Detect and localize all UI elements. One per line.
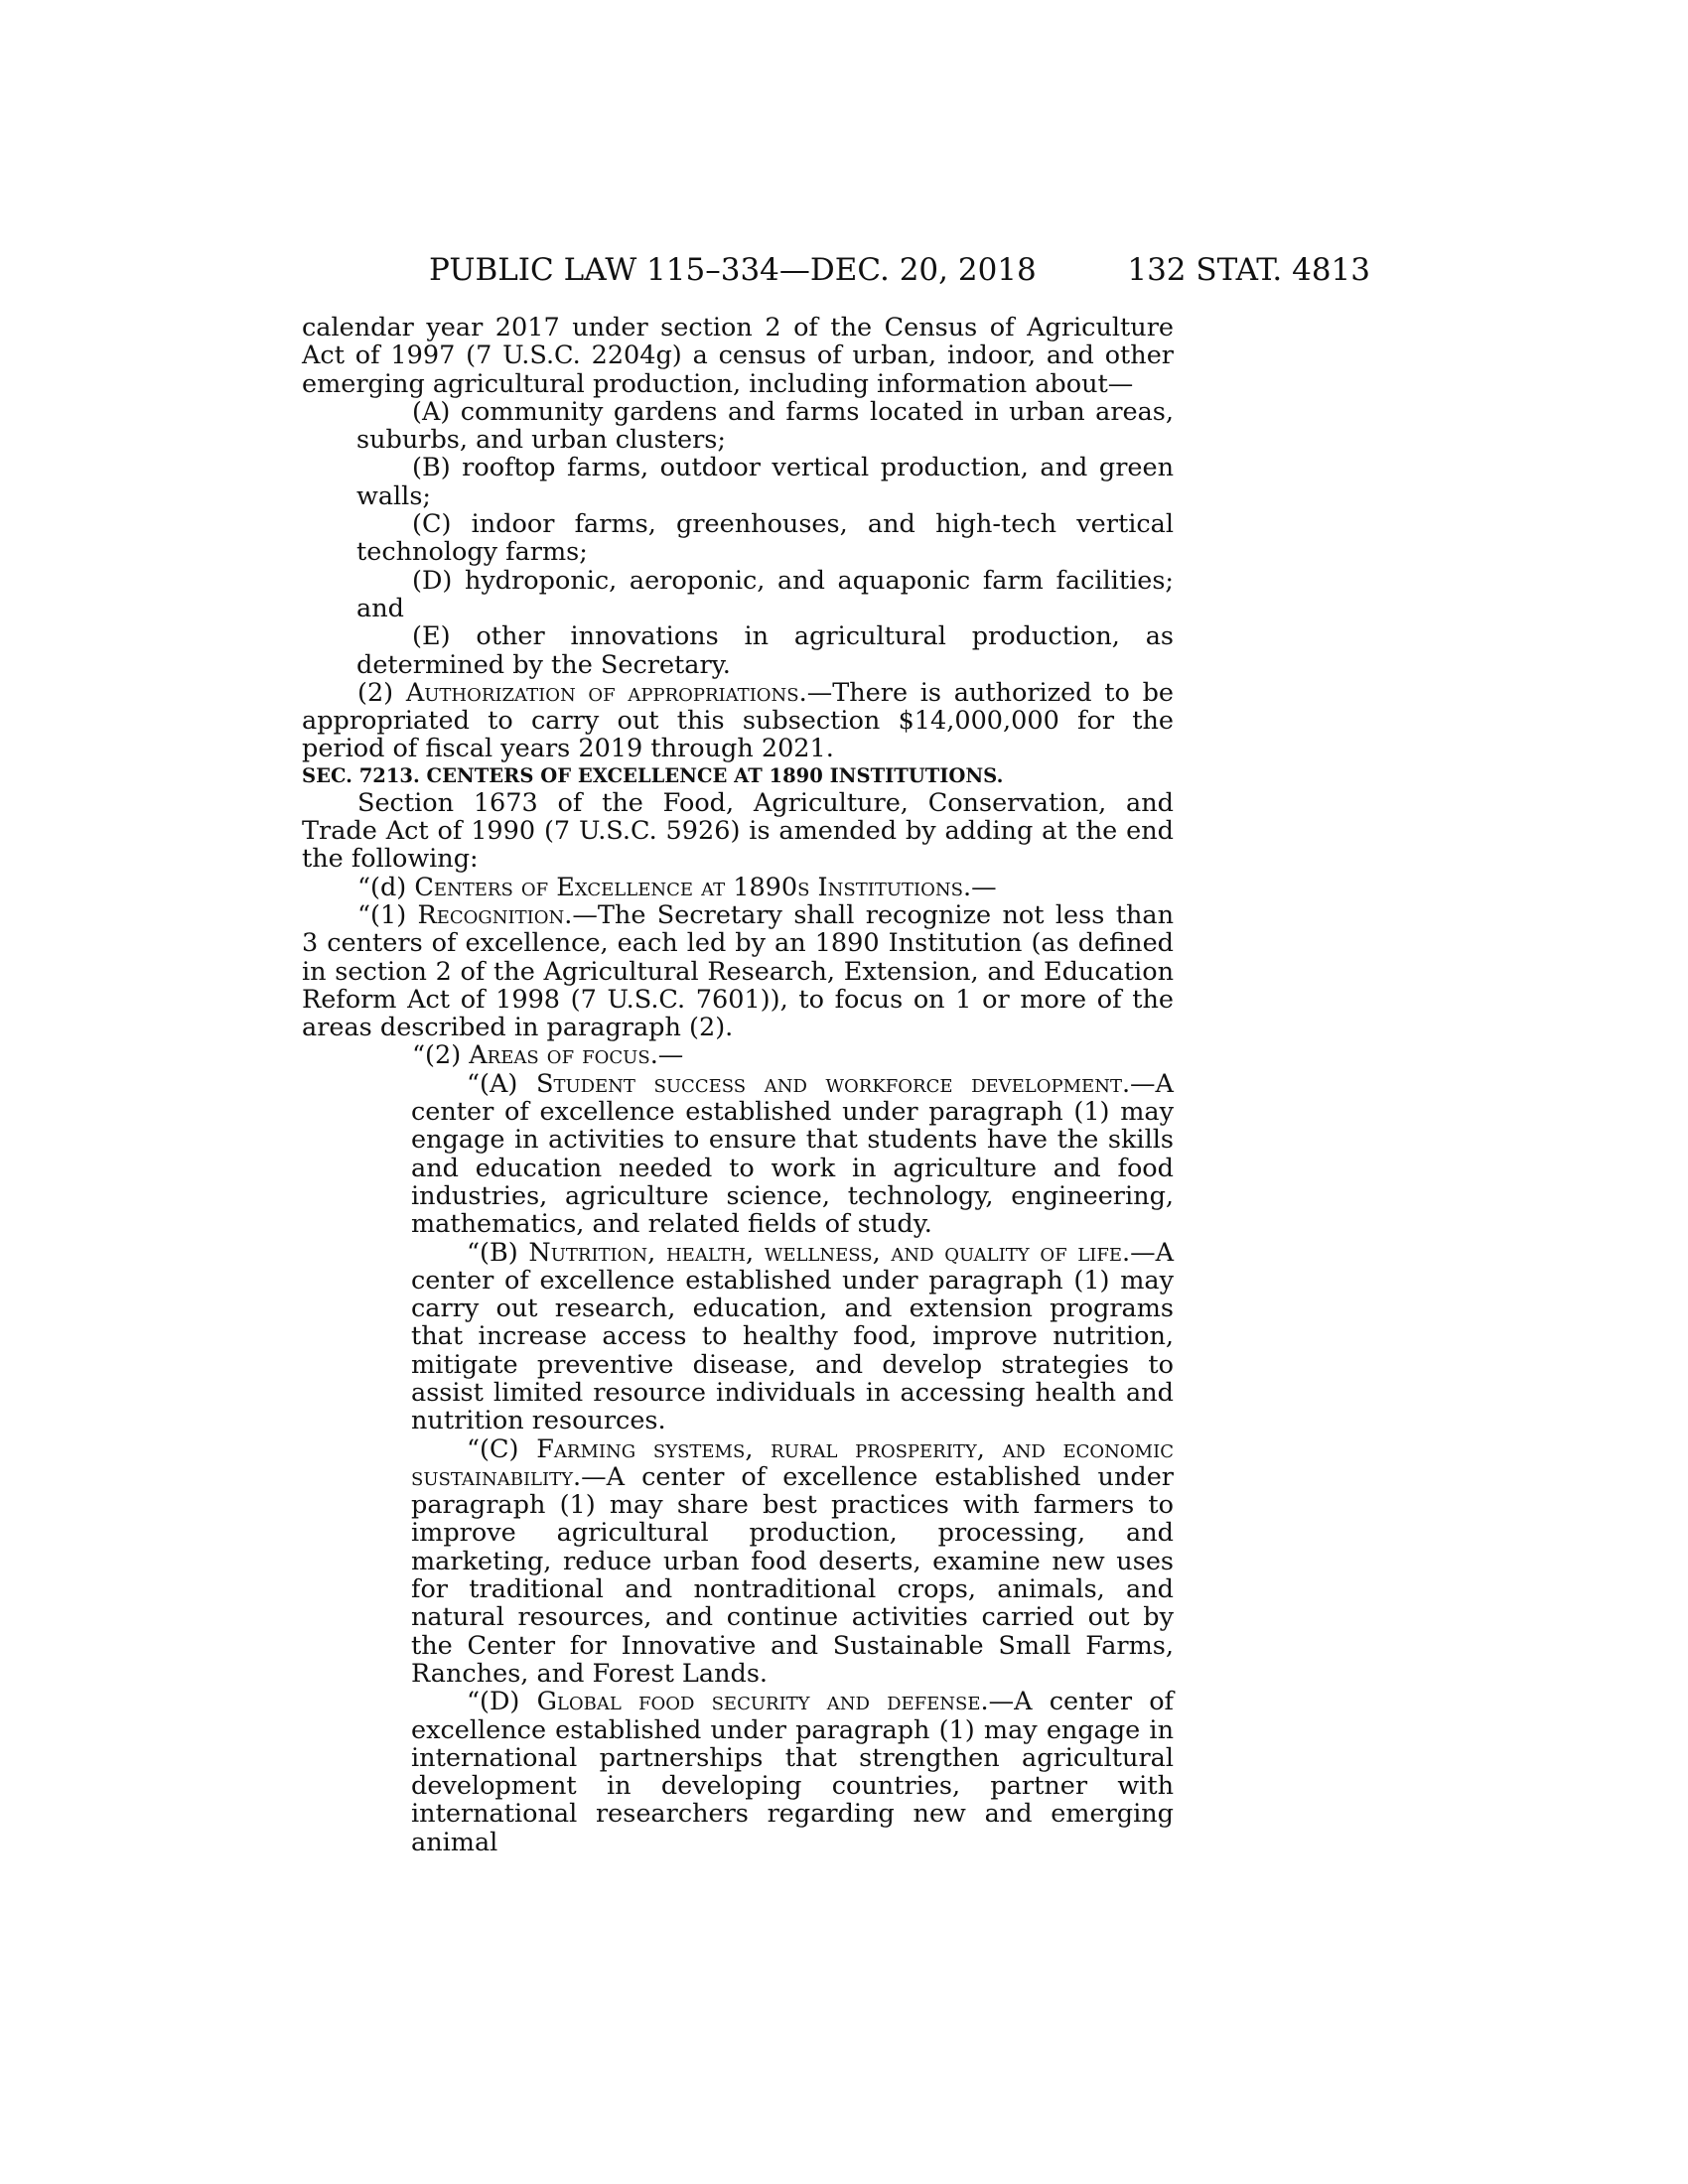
paragraph-heading: Farming systems, rural prosperity, and economic sustainability xyxy=(411,1433,1174,1492)
authorization-paragraph: (2) Authorization of appropriations.—There is authorized to be appropriated to carry out this subsection $14,000,000 for the period of fiscal years 2019 through 2021. xyxy=(302,677,1174,764)
continued-paragraph: calendar year 2017 under section 2 of the Census of Agriculture Act of 1997 (7 U.S.C. 2204g) a census of urban, indoor, and other emerging agricultural production, including information about— xyxy=(302,313,1174,399)
subparagraph-c: “(C) Farming systems, rural prosperity, and economic sustainability.—A center of excellence established under paragraph (1) may share best practices with farmers to improve agricultural production, processing, and marketing, reduce urban food deserts, examine new uses for traditional and nontraditional crops, animals, and natural resources, and continue activities carried out by the Center for Innovative and Sustainable Small Farms, Ranches, and Forest Lands. xyxy=(411,1433,1174,1689)
subparagraph-b: “(B) Nutrition, health, wellness, and quality of life.—A center of excellence established under paragraph (1) may carry out research, education, and extension programs that increase access to healthy food, improve nutrition, mitigate preventive disease, and develop strategies to assist limited resource individuals in accessing health and nutrition resources. xyxy=(411,1237,1175,1436)
section-heading: SEC. 7213. CENTERS OF EXCELLENCE AT 1890 INSTITUTIONS. xyxy=(302,763,1004,787)
paragraph-recognition: “(1) Recognition.—The Secretary shall recognize not less than 3 centers of excellence, each led by an 1890 Institution (as defined in section 2 of the Agricultural Research, Extension, and Education Reform Act of 1998 (7 U.S.C. 7601)), to focus on 1 or more of the areas described in paragraph (2). xyxy=(302,899,1174,1043)
subsection-d-heading: “(d) Centers of Excellence at 1890s Institutions.— xyxy=(357,872,997,902)
running-header xyxy=(429,250,1370,290)
list-item-d: (D) hydroponic, aeroponic, and aquaponic farm facilities; and xyxy=(356,565,1174,623)
paragraph-heading: Recognition xyxy=(417,899,565,930)
subparagraph-a: “(A) Student success and workforce development.—A center of excellence established under paragraph (1) may engage in activities to ensure that students have the skills and education needed to work in agriculture and food industries, agriculture science, technology, engineering, mathematics, and related fields of study. xyxy=(411,1068,1174,1240)
subparagraph-d: “(D) Global food security and defense.—A center of excellence established under paragraph (1) may engage in international partnerships that strengthen agricultural development in developing countries, partner with international researchers regarding new and emerging animal xyxy=(411,1687,1174,1857)
paragraph-heading: Authorization of appropriations xyxy=(405,677,799,708)
list-item-e: (E) other innovations in agricultural production, as determined by the Secretary. xyxy=(356,621,1174,680)
document-body xyxy=(302,314,1174,1856)
amendment-intro: Section 1673 of the Food, Agriculture, Conservation, and Trade Act of 1990 (7 U.S.C. 5926) is amended by adding at the end the following: xyxy=(302,787,1174,875)
paragraph-areas-of-focus: “(2) Areas of focus.— xyxy=(412,1040,684,1071)
paragraph-heading: Centers of Excellence at 1890s Institutions xyxy=(414,872,963,902)
public-law-citation: PUBLIC LAW 115–334—DEC. 20, 2018 xyxy=(429,252,1037,288)
list-item-b: (B) rooftop farms, outdoor vertical production, and green walls; xyxy=(356,453,1174,511)
list-item-a: (A) community gardens and farms located in urban areas, suburbs, and urban clusters; xyxy=(356,396,1174,456)
paragraph-heading: Student success and workforce development xyxy=(535,1068,1122,1099)
statute-page-number: 132 STAT. 4813 xyxy=(1127,252,1370,288)
list-item-c: (C) indoor farms, greenhouses, and high-tech vertical technology farms; xyxy=(356,509,1174,568)
paragraph-heading: Nutrition, health, wellness, and quality of life xyxy=(528,1237,1122,1268)
paragraph-heading: Areas of focus xyxy=(469,1040,650,1071)
paragraph-heading: Global food security and defense xyxy=(536,1687,981,1717)
